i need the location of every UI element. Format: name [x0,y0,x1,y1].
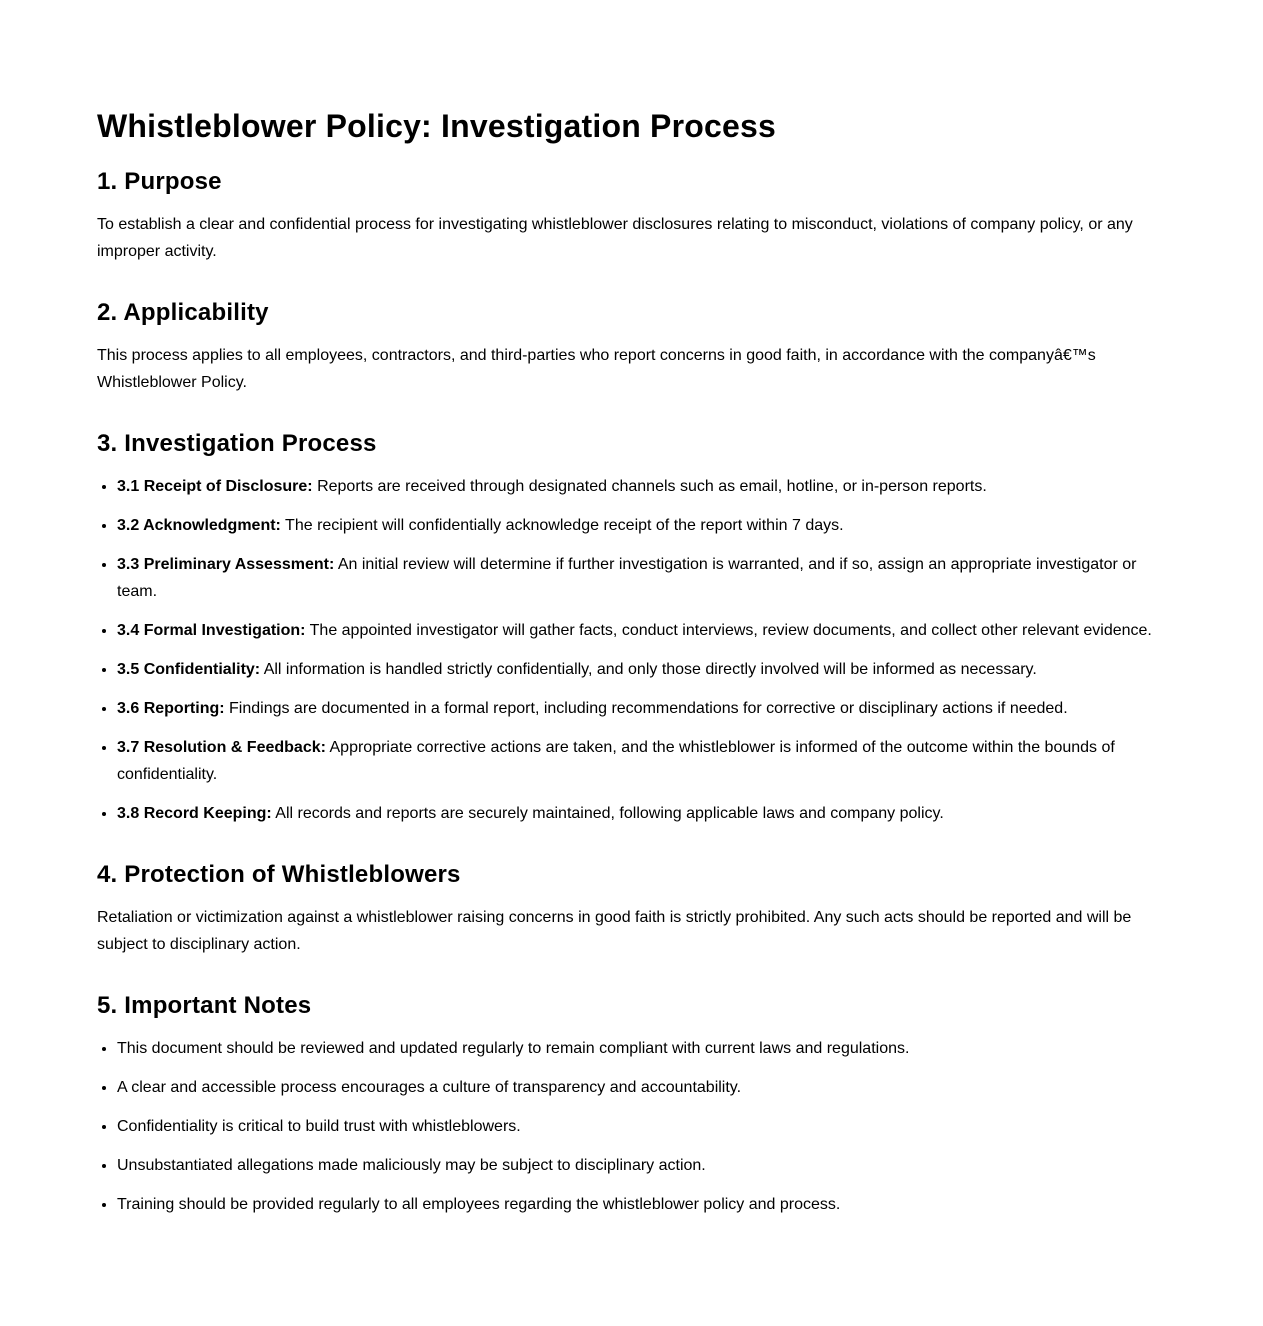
step-label: 3.4 Formal Investigation: [117,622,306,639]
section-paragraph: Retaliation or victimization against a whistleblower raising concerns in good faith is strictly prohibited. Any such acts should be reported and will be subject to disciplinary action. [97,909,1132,953]
section-paragraph: To establish a clear and confidential process for investigating whistleblower disclosures relating to misconduct, violations of company policy, or any improper activity. [97,216,1133,260]
list-item [117,800,1167,827]
list-item: • This document should be reviewed and updated regularly to remain compliant with current laws and regulations. [117,1035,1167,1062]
policy-document [97,104,1167,1251]
section-investigation-process [97,429,1167,827]
notes-list [97,1035,1167,1218]
list-item: • Training should be provided regularly to all employees regarding the whistleblower policy and process. [117,1191,1167,1218]
step-text: Reports are received through designated channels such as email, hotline, or in-person reports. [312,478,987,495]
step-label: 3.7 Resolution & Feedback: [117,739,326,756]
section-heading: 4. Protection of Whistleblowers [97,861,461,888]
section-applicability [97,298,1167,396]
step-text: Appropriate corrective actions are taken, and the whistleblower is informed of the outcome within the bounds of confidentiality. [117,739,1115,783]
section-heading: 5. Important Notes [97,992,312,1019]
step-label: 3.1 Receipt of Disclosure: [117,478,313,495]
list-item [117,617,1167,644]
step-label: 3.8 Record Keeping: [117,805,272,822]
step-text: All records and reports are securely maintained, following applicable laws and company policy. [271,805,944,822]
section-heading: 1. Purpose [97,168,222,195]
list-item [117,551,1167,605]
list-item [117,473,1167,500]
list-item [117,656,1167,683]
step-label: 3.5 Confidentiality: [117,661,261,678]
page-title: Whistleblower Policy: Investigation Process [97,108,776,144]
section-heading: 3. Investigation Process [97,430,377,457]
step-label: 3.6 Reporting: [117,700,225,717]
step-text: Findings are documented in a formal report, including recommendations for corrective or disciplinary actions if needed. [224,700,1068,717]
step-label: 3.3 Preliminary Assessment: [117,556,335,573]
list-item [117,734,1167,788]
section-important-notes [97,991,1167,1218]
section-protection [97,860,1167,958]
section-heading: 2. Applicability [97,299,269,326]
step-text: The recipient will confidentially acknowledge receipt of the report within 7 days. [280,517,844,534]
list-item: • Unsubstantiated allegations made maliciously may be subject to disciplinary action. [117,1152,1167,1179]
list-item [117,695,1167,722]
section-purpose [97,167,1167,265]
list-item: • A clear and accessible process encourages a culture of transparency and accountability. [117,1074,1167,1101]
step-label: 3.2 Acknowledgment: [117,517,281,534]
investigation-steps-list [97,473,1167,827]
section-paragraph: This process applies to all employees, contractors, and third-parties who report concerns in good faith, in accordance with the companyâ€™s Whistleblower Policy. [97,347,1096,391]
step-text: The appointed investigator will gather facts, conduct interviews, review documents, and collect other relevant evidence. [305,622,1152,639]
list-item: • Confidentiality is critical to build trust with whistleblowers. [117,1113,1167,1140]
list-item [117,512,1167,539]
step-text: All information is handled strictly confidentially, and only those directly involved will be informed as necessary. [260,661,1037,678]
step-text: An initial review will determine if further investigation is warranted, and if so, assign an appropriate investigator or team. [117,556,1137,600]
